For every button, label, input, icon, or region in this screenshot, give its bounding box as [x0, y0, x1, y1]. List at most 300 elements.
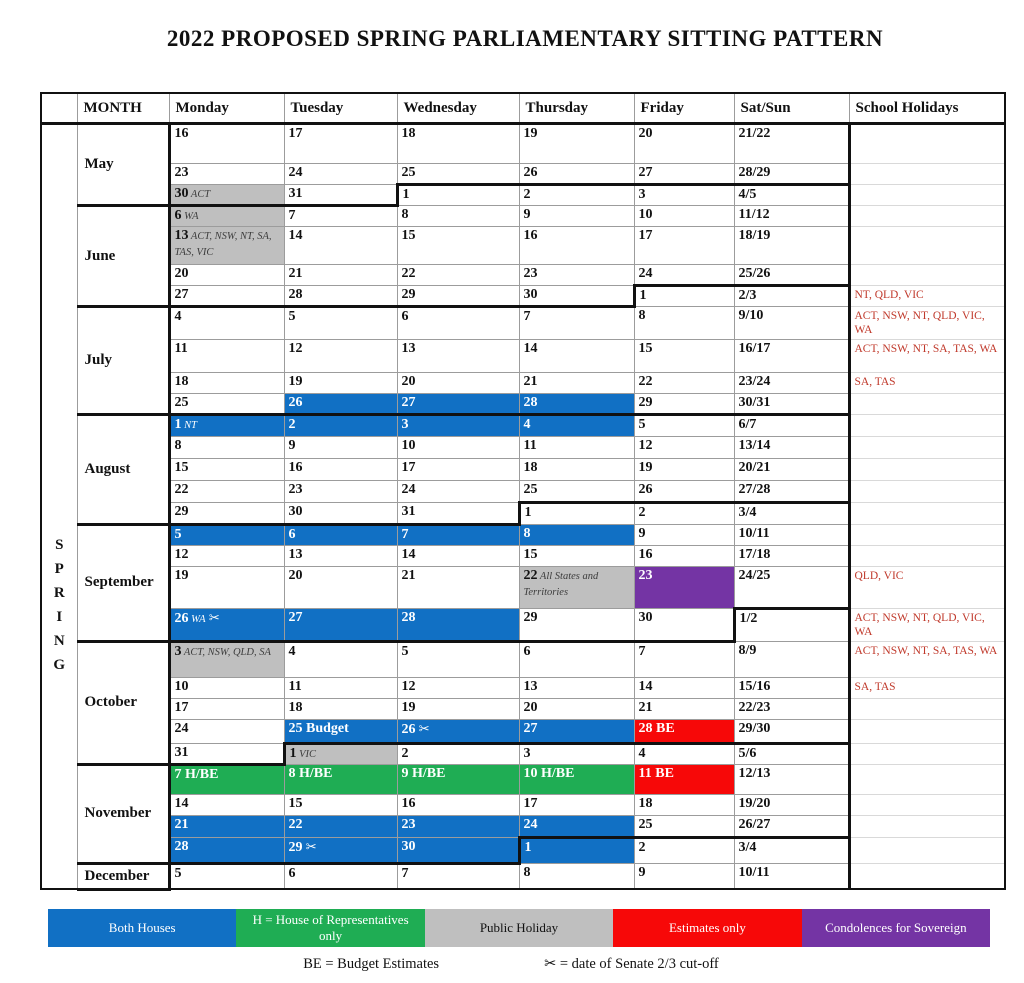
sitting-calendar	[40, 92, 1006, 891]
column-header: Tuesday	[284, 93, 397, 124]
day-cell	[169, 373, 284, 394]
day-number: 3	[523, 745, 531, 761]
day-number: 20	[523, 699, 538, 715]
day-cell	[634, 373, 734, 394]
day-number: 7	[401, 865, 409, 881]
school-holidays-cell	[849, 437, 1005, 459]
school-holidays-cell	[849, 863, 1005, 889]
day-number: 8	[523, 526, 531, 541]
day-number: 2	[523, 187, 531, 202]
day-number: 28	[523, 395, 538, 410]
day-number: 10/11	[738, 864, 770, 880]
day-cell	[169, 525, 284, 546]
school-holidays-cell	[849, 124, 1005, 164]
day-cell	[169, 307, 284, 340]
day-cell	[169, 286, 284, 307]
day-number: 4	[638, 745, 646, 761]
day-number: 20	[638, 126, 653, 141]
day-cell	[519, 206, 634, 227]
day-cell	[284, 185, 397, 206]
day-number: 17/18	[738, 547, 771, 562]
day-cell	[397, 525, 519, 546]
day-cell	[284, 641, 397, 677]
day-note: NT	[181, 420, 197, 431]
season-letters	[42, 533, 77, 677]
calendar-row	[41, 863, 1005, 889]
satsun-cell	[734, 265, 849, 286]
day-cell	[634, 124, 734, 164]
day-number: 23	[174, 165, 189, 180]
day-cell	[397, 719, 519, 743]
day-cell	[634, 206, 734, 227]
satsun-cell	[734, 227, 849, 265]
day-number: 7	[401, 527, 409, 542]
day-number: 29	[174, 504, 189, 519]
day-number: 23	[523, 266, 538, 281]
day-number: 11/12	[738, 207, 770, 222]
day-number: 15	[638, 341, 653, 356]
column-header: Friday	[634, 93, 734, 124]
day-number: 18	[523, 460, 538, 475]
day-number: 4	[288, 643, 296, 659]
day-number: 1	[524, 839, 532, 855]
day-number: 13/14	[738, 438, 771, 453]
day-cell	[169, 743, 284, 764]
day-number: 30	[401, 838, 416, 854]
day-number: 31	[288, 186, 303, 201]
day-cell	[169, 437, 284, 459]
day-cell	[284, 307, 397, 340]
day-cell	[519, 340, 634, 373]
day-number: 9 H/BE	[401, 765, 446, 781]
day-number: 29	[523, 610, 538, 625]
school-holidays-cell	[849, 719, 1005, 743]
day-cell	[634, 340, 734, 373]
calendar-row	[41, 503, 1005, 525]
day-cell	[169, 265, 284, 286]
day-cell	[634, 503, 734, 525]
legend-label: Both Houses	[108, 919, 176, 935]
day-cell	[519, 677, 634, 698]
day-cell	[519, 764, 634, 794]
day-cell	[519, 307, 634, 340]
day-number: 12	[174, 547, 189, 562]
month-label: July	[77, 307, 169, 415]
legend-item	[236, 909, 424, 947]
day-number: 4	[523, 417, 531, 432]
day-number: 6	[288, 527, 296, 542]
satsun-cell	[734, 185, 849, 206]
scissors-icon: ✂	[205, 610, 220, 625]
school-holidays-cell: SA, TAS	[849, 373, 1005, 394]
school-holidays-cell: QLD, VIC	[849, 567, 1005, 609]
day-number: 14	[638, 678, 653, 694]
legend-label: Condolences for Sovereign	[825, 919, 967, 935]
day-number: 1	[289, 745, 297, 761]
day-cell	[634, 743, 734, 764]
satsun-cell	[734, 719, 849, 743]
school-holidays-cell: ACT, NSW, NT, QLD, VIC, WA	[849, 307, 1005, 340]
month-label: September	[77, 525, 169, 642]
day-number: 16	[401, 795, 416, 811]
day-number: 3	[401, 417, 409, 432]
day-cell	[397, 641, 519, 677]
day-cell	[169, 815, 284, 837]
day-number: 2/3	[738, 288, 757, 303]
calendar-row	[41, 837, 1005, 863]
calendar-row	[41, 437, 1005, 459]
day-number: 16	[174, 126, 189, 141]
day-cell	[634, 609, 734, 642]
day-number: 27	[638, 165, 653, 180]
day-cell	[397, 394, 519, 415]
season-letter: P	[54, 560, 64, 577]
legend	[48, 909, 990, 947]
day-cell	[634, 567, 734, 609]
day-number: 19	[174, 568, 189, 583]
school-holidays-cell	[849, 185, 1005, 206]
day-number: 18	[288, 699, 303, 715]
satsun-cell	[734, 394, 849, 415]
day-number: 6	[401, 309, 409, 324]
day-number: 18	[174, 374, 189, 389]
day-number: 25/26	[738, 266, 771, 281]
season-letter: S	[55, 536, 64, 553]
day-cell	[284, 340, 397, 373]
day-cell	[169, 698, 284, 719]
day-number: 9/10	[738, 308, 764, 323]
day-number: 11	[288, 678, 302, 694]
day-cell	[169, 719, 284, 743]
day-number: 1	[402, 187, 410, 202]
day-number: 8	[401, 207, 409, 222]
day-number: 22/23	[738, 699, 771, 715]
satsun-cell	[734, 124, 849, 164]
day-number: 24	[174, 720, 189, 736]
season-letter: N	[53, 632, 65, 649]
day-cell	[634, 837, 734, 863]
satsun-cell	[734, 764, 849, 794]
day-cell	[169, 394, 284, 415]
day-number: 16	[288, 460, 303, 475]
day-cell	[519, 481, 634, 503]
day-cell	[634, 719, 734, 743]
day-cell	[169, 164, 284, 185]
day-number: 7	[288, 208, 296, 223]
day-cell	[519, 641, 634, 677]
day-number: 24	[401, 482, 416, 497]
satsun-cell	[734, 641, 849, 677]
day-cell	[284, 863, 397, 889]
day-number: 12	[288, 341, 303, 356]
day-cell	[284, 415, 397, 437]
day-number: 6/7	[738, 417, 757, 432]
legend-item	[48, 909, 236, 947]
header-row	[41, 93, 1005, 124]
day-number: 22	[288, 816, 303, 832]
day-cell	[634, 794, 734, 815]
day-note: VIC	[296, 748, 317, 760]
school-holidays-cell	[849, 164, 1005, 185]
day-cell	[397, 764, 519, 794]
school-holidays-cell: ACT, NSW, NT, QLD, VIC, WA	[849, 609, 1005, 642]
day-number: 24	[288, 165, 303, 180]
day-number: 19/20	[738, 795, 771, 811]
day-cell	[519, 609, 634, 642]
satsun-cell	[734, 373, 849, 394]
day-cell	[169, 459, 284, 481]
day-cell	[169, 227, 284, 265]
month-label: December	[77, 863, 169, 889]
day-number: 18	[401, 126, 416, 141]
day-number: 19	[523, 126, 538, 141]
legend-footnotes	[40, 956, 982, 973]
day-cell	[519, 794, 634, 815]
day-number: 25	[523, 482, 538, 497]
school-holidays-cell	[849, 481, 1005, 503]
satsun-cell	[734, 743, 849, 764]
day-cell	[169, 340, 284, 373]
day-cell	[634, 286, 734, 307]
day-cell	[634, 394, 734, 415]
day-cell	[519, 815, 634, 837]
day-note: WA	[181, 211, 199, 222]
day-cell	[397, 567, 519, 609]
day-number: 19	[401, 699, 416, 715]
day-cell	[634, 677, 734, 698]
day-cell	[284, 503, 397, 525]
calendar-row	[41, 415, 1005, 437]
satsun-cell	[734, 307, 849, 340]
season-letter: I	[56, 608, 63, 625]
calendar-row	[41, 265, 1005, 286]
day-cell	[284, 286, 397, 307]
day-cell	[519, 437, 634, 459]
day-cell	[519, 415, 634, 437]
day-number: 2	[638, 839, 646, 855]
day-cell	[397, 206, 519, 227]
column-header: Wednesday	[397, 93, 519, 124]
day-cell	[397, 373, 519, 394]
day-number: 30	[638, 610, 653, 625]
day-number: 26	[523, 165, 538, 180]
day-number: 1	[524, 505, 532, 520]
day-cell	[397, 863, 519, 889]
day-number: 15	[174, 460, 189, 475]
day-number: 7	[523, 309, 531, 324]
day-cell	[519, 227, 634, 265]
day-number: 28	[401, 610, 416, 625]
day-cell	[397, 415, 519, 437]
day-cell	[284, 373, 397, 394]
day-number: 21/22	[738, 126, 771, 141]
school-holidays-cell: SA, TAS	[849, 677, 1005, 698]
day-cell	[284, 394, 397, 415]
day-number: 25 Budget	[288, 720, 349, 736]
day-cell	[169, 567, 284, 609]
day-number: 11	[523, 438, 537, 453]
day-number: 14	[174, 795, 189, 811]
day-number: 12	[401, 678, 416, 694]
day-cell	[519, 503, 634, 525]
day-number: 14	[523, 341, 538, 356]
day-number: 30/31	[738, 395, 771, 410]
day-note: WA	[188, 614, 206, 625]
day-cell	[284, 837, 397, 863]
satsun-cell	[734, 609, 849, 642]
scissors-icon: ✂	[415, 720, 430, 736]
day-cell	[169, 206, 284, 227]
calendar-row	[41, 227, 1005, 265]
day-cell	[397, 286, 519, 307]
day-number: 17	[174, 699, 189, 715]
day-number: 19	[288, 374, 303, 389]
day-number: 3	[638, 187, 646, 202]
legend-label: Public Holiday	[479, 919, 559, 935]
day-number: 17	[288, 126, 303, 141]
calendar-row	[41, 764, 1005, 794]
day-number: 14	[288, 228, 303, 243]
day-cell	[397, 340, 519, 373]
day-cell	[519, 743, 634, 764]
day-number: 17	[401, 460, 416, 475]
day-cell	[397, 743, 519, 764]
calendar-row	[41, 459, 1005, 481]
day-cell	[634, 764, 734, 794]
day-cell	[519, 837, 634, 863]
day-number: 26	[401, 721, 416, 737]
day-cell	[284, 525, 397, 546]
satsun-cell	[734, 815, 849, 837]
school-holidays-cell	[849, 206, 1005, 227]
day-number: 17	[638, 228, 653, 243]
day-cell	[634, 698, 734, 719]
day-cell	[169, 609, 284, 642]
day-number: 27	[288, 610, 303, 625]
day-number: 10	[638, 207, 653, 222]
school-holidays-cell: ACT, NSW, NT, SA, TAS, WA	[849, 340, 1005, 373]
day-number: 15	[288, 795, 303, 811]
day-cell	[169, 837, 284, 863]
day-number: 11 BE	[638, 765, 674, 781]
day-number: 23/24	[738, 374, 771, 389]
day-note: ACT, NSW, QLD, SA	[181, 646, 271, 658]
day-cell	[284, 164, 397, 185]
day-cell	[169, 503, 284, 525]
day-number: 3/4	[738, 839, 757, 855]
day-note: All States and Territories	[523, 571, 599, 598]
day-cell	[634, 415, 734, 437]
day-number: 6	[288, 865, 296, 881]
day-number: 11	[174, 341, 188, 356]
day-number: 5	[174, 527, 182, 542]
day-cell	[519, 863, 634, 889]
day-cell	[284, 698, 397, 719]
day-cell	[397, 837, 519, 863]
day-cell	[284, 265, 397, 286]
day-cell	[397, 481, 519, 503]
page-title: 2022 PROPOSED SPRING PARLIAMENTARY SITTING PATTERN	[166, 26, 884, 51]
day-cell	[634, 546, 734, 567]
day-cell	[169, 415, 284, 437]
day-number: 28	[288, 287, 303, 302]
day-number: 15/16	[738, 678, 771, 694]
day-number: 20/21	[738, 460, 771, 475]
school-holidays-cell	[849, 394, 1005, 415]
day-number: 25	[401, 165, 416, 180]
day-number: 31	[401, 504, 416, 519]
season-label	[41, 124, 77, 890]
day-number: 22	[401, 266, 416, 281]
day-number: 16	[638, 547, 653, 562]
day-number: 30	[174, 186, 189, 201]
day-number: 27/28	[738, 482, 771, 497]
calendar-row	[41, 698, 1005, 719]
day-number: 18	[638, 795, 653, 811]
day-cell	[397, 609, 519, 642]
day-cell	[284, 227, 397, 265]
day-number: 20	[401, 374, 416, 389]
day-number: 8	[523, 864, 531, 880]
day-number: 27	[174, 287, 189, 302]
school-holidays-cell	[849, 698, 1005, 719]
day-cell	[634, 185, 734, 206]
day-cell	[169, 863, 284, 889]
day-cell	[519, 698, 634, 719]
calendar-row	[41, 609, 1005, 642]
footnote-cutoff-text: = date of Senate 2/3 cut-off	[559, 955, 719, 972]
day-cell	[519, 525, 634, 546]
calendar-row	[41, 525, 1005, 546]
legend-label: Estimates only	[668, 919, 746, 935]
calendar-row	[41, 307, 1005, 340]
calendar-row	[41, 340, 1005, 373]
day-number: 13	[288, 547, 303, 562]
calendar-row	[41, 719, 1005, 743]
day-number: 21	[401, 568, 416, 583]
day-cell	[284, 437, 397, 459]
calendar-row	[41, 567, 1005, 609]
day-cell	[284, 794, 397, 815]
day-number: 23	[638, 568, 653, 583]
day-number: 5	[401, 643, 409, 659]
satsun-cell	[734, 698, 849, 719]
day-number: 2	[638, 505, 646, 520]
day-number: 8	[174, 438, 182, 453]
day-cell	[634, 265, 734, 286]
footnote-budget-estimates: BE = Budget Estimates	[303, 955, 440, 972]
satsun-cell	[734, 437, 849, 459]
day-cell	[634, 863, 734, 889]
day-number: 5	[174, 865, 182, 881]
satsun-cell	[734, 286, 849, 307]
day-number: 15	[401, 228, 416, 243]
day-cell	[634, 227, 734, 265]
calendar-row	[41, 815, 1005, 837]
day-number: 20	[174, 266, 189, 281]
day-cell	[169, 641, 284, 677]
day-number: 13	[523, 678, 538, 694]
day-number: 23	[401, 816, 416, 832]
day-cell	[284, 481, 397, 503]
school-holidays-cell: NT, QLD, VIC	[849, 286, 1005, 307]
calendar-row	[41, 394, 1005, 415]
satsun-cell	[734, 415, 849, 437]
month-label: June	[77, 206, 169, 307]
day-cell	[519, 567, 634, 609]
day-number: 9	[638, 526, 646, 541]
day-number: 26/27	[738, 816, 771, 832]
